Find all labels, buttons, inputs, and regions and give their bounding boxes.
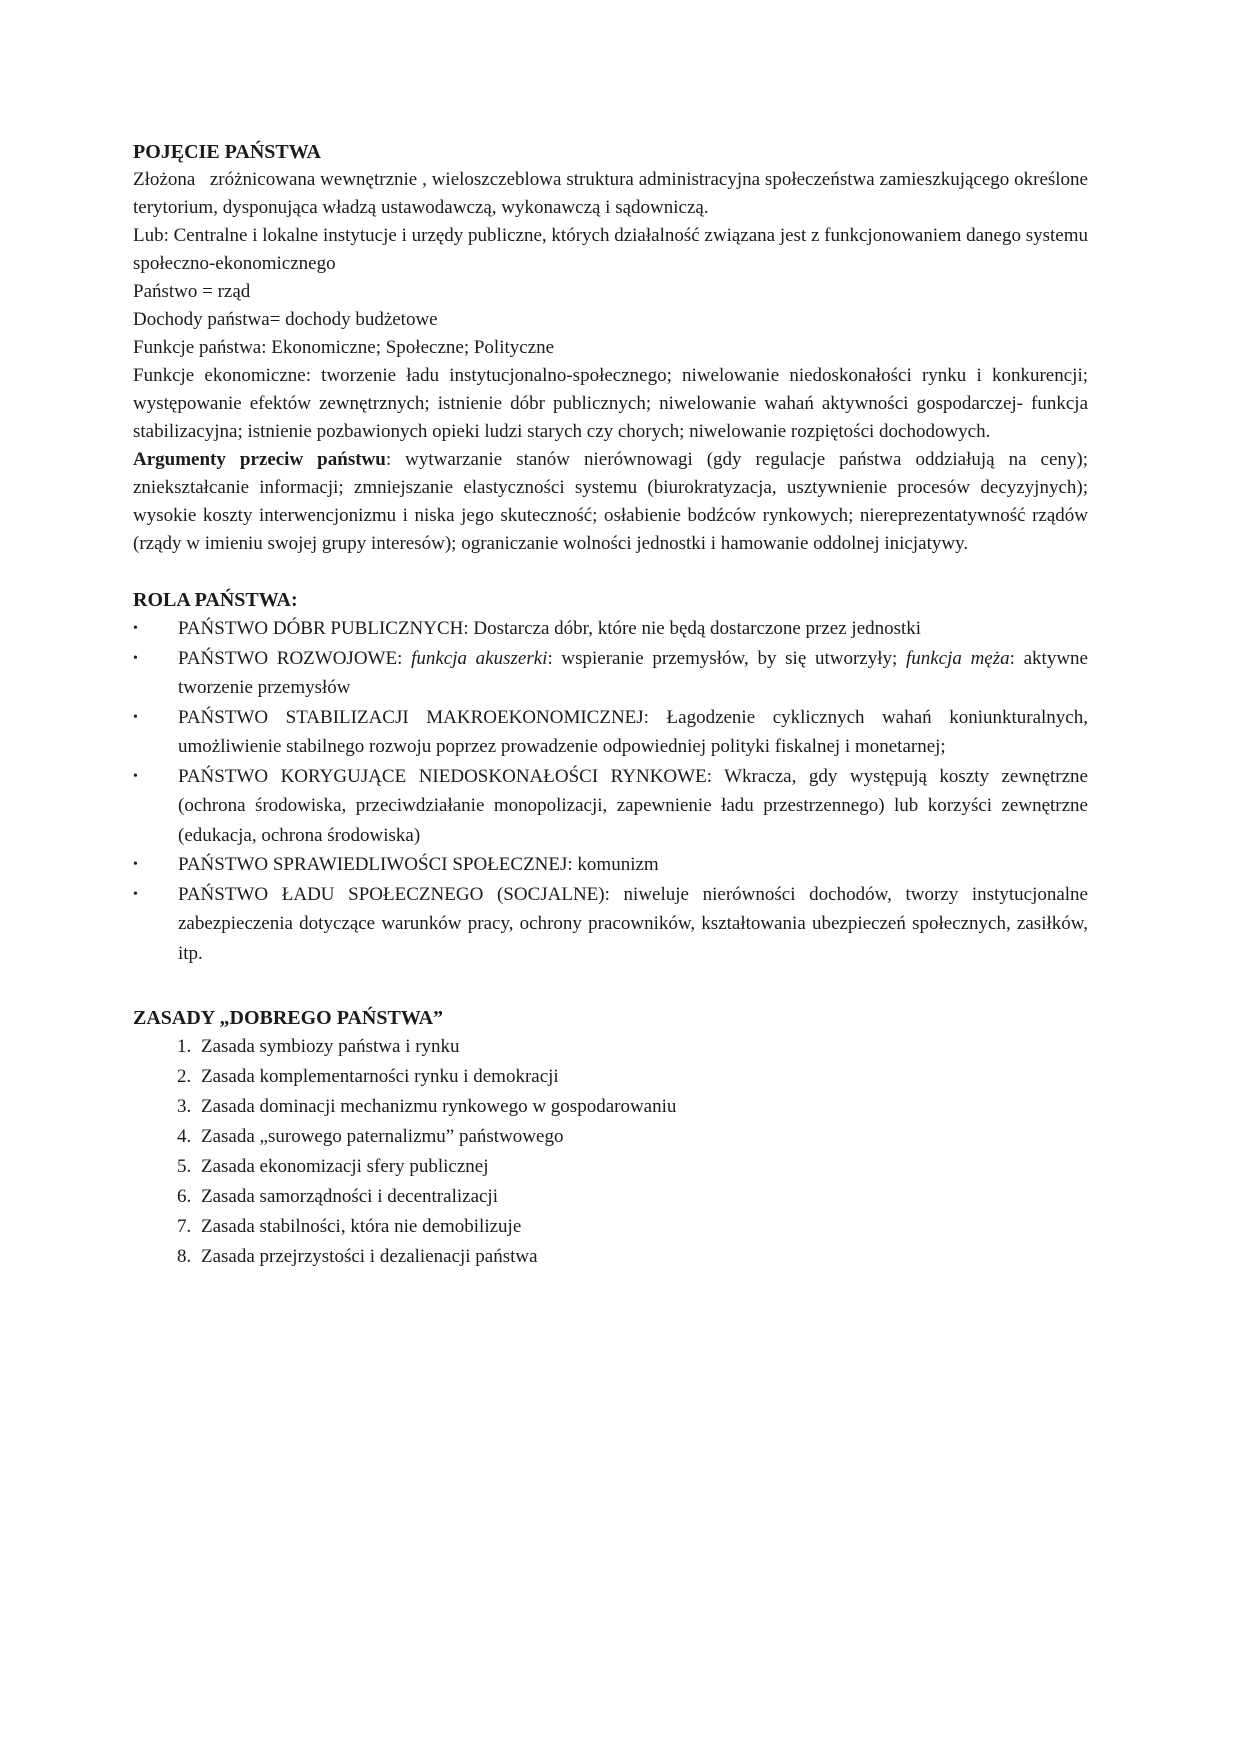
bullet-text-segment: PAŃSTWO STABILIZACJI MAKROEKONOMICZNEJ: Łagodzenie cyklicznych wahań koniunkturalnych, umożliwienie stabilnego rozwoju poprzez prowadzenie odpowiedniej polityki fiskalnej i monetarnej; (178, 706, 1088, 757)
item-number: 1. (177, 1036, 192, 1057)
bullet-icon: • (133, 857, 138, 872)
item-text: Zasada komplementarności rynku i demokracji (201, 1066, 559, 1087)
item-text: Zasada przejrzystości i dezalienacji państwa (201, 1246, 538, 1267)
funkcje-line: Funkcje państwa: Ekonomiczne; Społeczne; Polityczne (133, 337, 555, 358)
bullet-text-segment: PAŃSTWO SPRAWIEDLIWOŚCI SPOŁECZNEJ: komunizm (178, 854, 659, 875)
item-number: 3. (177, 1096, 192, 1117)
numbered-item (177, 1152, 1088, 1181)
bullet-icon: • (133, 886, 138, 902)
bullet-item-rozwojowe (133, 644, 1088, 703)
item-text: Zasada dominacji mechanizmu rynkowego w gospodarowaniu (201, 1096, 677, 1117)
bullet-italic-segment: funkcja męża (905, 647, 1010, 669)
zasady-numbered-list (133, 1032, 1088, 1271)
dochody-line: Dochody państwa= dochody budżetowe (133, 309, 438, 330)
section-heading-pojecie: POJĘCIE PAŃSTWA (133, 141, 321, 163)
numbered-item (177, 1182, 1088, 1211)
bullet-text (178, 644, 1088, 703)
rola-bullet-list (133, 614, 1088, 968)
definition-paragraph: Złożona zróżnicowana wewnętrznie , wieloszczeblowa struktura administracyjna społeczeństwa zamieszkującego określone terytorium, dysponująca władzą ustawodawczą, wykonawczą i sądowniczą. (133, 169, 1088, 218)
numbered-item (177, 1122, 1088, 1151)
numbered-item (177, 1032, 1088, 1061)
section-heading-rola: ROLA PAŃSTWA: (133, 589, 298, 611)
bullet-text-segment: : wspieranie przemysłów, by się utworzyły; (547, 647, 906, 669)
item-number: 7. (177, 1216, 192, 1237)
bullet-text (178, 762, 1088, 851)
bullet-text-segment: PAŃSTWO ŁADU SPOŁECZNEGO (SOCJALNE): niweluje nierówności dochodów, tworzy instytucjonalne zabezpieczenia dotyczące warunków pracy, ochrony pracowników, kształtowania ubezpieczeń społecznych, zasiłków, itp. (178, 883, 1088, 964)
bullet-text-segment: : aktywne tworzenie przemysłów (178, 647, 1088, 698)
panstwo-rzad-line: Państwo = rząd (133, 281, 251, 302)
section-heading-zasady: ZASADY „DOBREGO PAŃSTWA” (133, 1007, 444, 1029)
lub-paragraph: Lub: Centralne i lokalne instytucje i urzędy publiczne, których działalność związana jest z funkcjonowaniem danego systemu społeczno-ekonomicznego (133, 225, 1088, 274)
bullet-text (178, 614, 1088, 644)
numbered-item (177, 1212, 1088, 1241)
argumenty-label: Argumenty przeciw państwu (133, 449, 386, 470)
argumenty-paragraph (133, 446, 1088, 558)
argumenty-text: : wytwarzanie stanów nierównowagi (gdy regulacje państwa oddziałują na ceny); zniekształcanie informacji; zmniejszanie elastyczności systemu (biurokratyzacja, usztywnienie procesów decyzyjnych); wysokie koszty interwencjonizmu i niska jego skuteczność; osłabienie bodźców rynkowych; niereprezentatywność rządów (rządy w imieniu swojej grupy interesów); ograniczanie wolności jednostki i hamowanie oddolnej inicjatywy. (133, 449, 1088, 554)
item-number: 5. (177, 1156, 192, 1177)
numbered-item (177, 1242, 1088, 1271)
bullet-italic-segment: funkcja akuszerki (411, 647, 548, 669)
numbered-item (177, 1062, 1088, 1091)
funkcje-ekonomiczne-paragraph: Funkcje ekonomiczne: tworzenie ładu instytucjonalno-społecznego; niwelowanie niedoskonałości rynku i konkurencji; występowanie efektów zewnętrznych; istnienie dóbr publicznych; niwelowanie wahań aktywności gospodarczej- funkcja stabilizacyjna; istnienie pozbawionych opieki ludzi starych czy chorych; niwelowanie rozpiętości dochodowych. (133, 365, 1088, 442)
bullet-icon: • (133, 621, 138, 636)
bullet-text-segment: PAŃSTWO ROZWOJOWE: (178, 647, 412, 669)
bullet-icon: • (133, 709, 138, 725)
item-text: Zasada symbiozy państwa i rynku (201, 1036, 460, 1057)
item-number: 2. (177, 1066, 192, 1087)
item-number: 4. (177, 1126, 192, 1147)
numbered-item (177, 1092, 1088, 1121)
bullet-icon: • (133, 650, 138, 666)
item-number: 6. (177, 1186, 192, 1207)
bullet-item-dobr-publicznych (133, 614, 1088, 644)
bullet-text (178, 703, 1088, 762)
bullet-item-korygujace (133, 762, 1088, 851)
item-text: Zasada ekonomizacji sfery publicznej (201, 1156, 489, 1177)
bullet-text-segment: PAŃSTWO DÓBR PUBLICZNYCH: Dostarcza dóbr, które nie będą dostarczone przez jednostki (178, 618, 922, 639)
bullet-text (178, 880, 1088, 969)
bullet-icon: • (133, 768, 138, 784)
bullet-item-stabilizacji (133, 703, 1088, 762)
item-text: Zasada stabilności, która nie demobilizuje (201, 1216, 522, 1237)
bullet-text (178, 850, 1088, 880)
item-text: Zasada „surowego paternalizmu” państwowego (201, 1126, 564, 1147)
item-text: Zasada samorządności i decentralizacji (201, 1186, 498, 1207)
bullet-item-ladu-spolecznego (133, 880, 1088, 969)
bullet-item-sprawiedliwosci (133, 850, 1088, 880)
item-number: 8. (177, 1246, 192, 1267)
bullet-text-segment: PAŃSTWO KORYGUJĄCE NIEDOSKONAŁOŚCI RYNKOWE: Wkracza, gdy występują koszty zewnętrzne (ochrona środowiska, przeciwdziałanie monopolizacji, zapewnienie ładu przestrzennego) lub korzyści zewnętrzne (edukacja, ochrona środowiska) (178, 765, 1088, 846)
